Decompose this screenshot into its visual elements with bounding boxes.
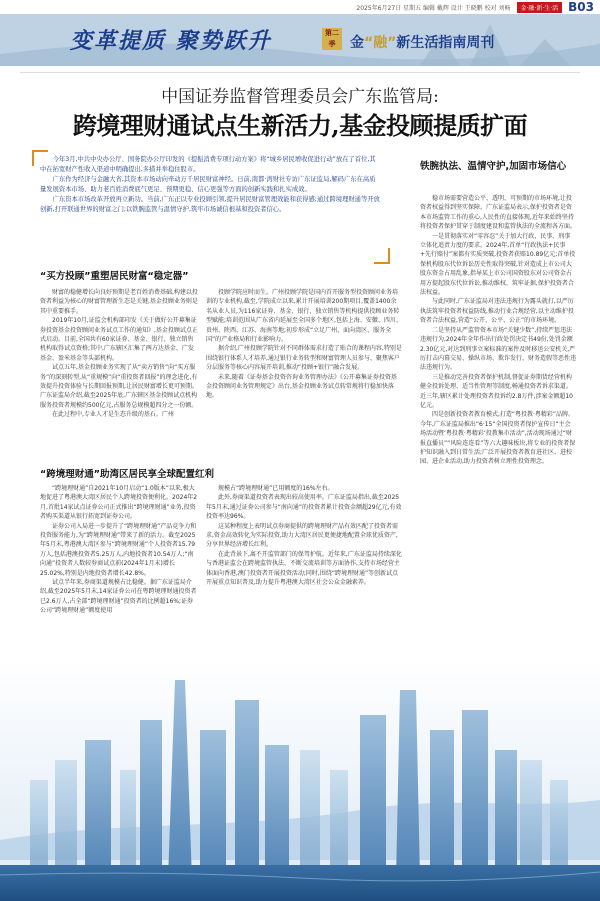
right-column-body bbox=[420, 194, 576, 664]
body-paragraph: 三是推动完善投资者保护机制,督促证券期货经营机构健全投诉处理、适当性管理等制度,畅通投资者诉求渠道。近三年,辖区累计处理投资者投诉约2.8万件,涉案金额超10亿元。 bbox=[420, 373, 573, 409]
section-tag: 金·融·新·生·活 bbox=[517, 2, 563, 13]
section2-column-2 bbox=[206, 484, 402, 660]
lead-paragraph: 广东作为经济与金融大省,其资本市场动向牵动万千居民财富神经。日前,南都·湾财社专访广东证监局,解码广东在高质量发展资本市场、助力老百姓消费底气更足、预期更稳、信心更强等方面的创新实践和扎实成效。 bbox=[40, 176, 376, 193]
body-paragraph: 证券公司入局进一步提升了“跨境理财通”产品竞争力和投资服务能力,为“跨境理财通”带来了新的活力。截至2025年5月末,粤港澳大湾区参与“跨境理财通”个人投资者15.79万人,包括港澳投资者5.25万人,内地投资者10.54万人;“南向通”投资者人数较券商试点前(2024年1月末)增长25.02%,特别是内地投资者增长42.8%。 bbox=[40, 522, 197, 577]
city-skyline-illustration bbox=[0, 660, 600, 901]
body-paragraph: 与此同时,广东证监局对违法违规行为露头就打,以严厉执法筑牢投资者权益防线,推动行业合规经营,以主动维护投资者合法权益,营造“公开、公平、公正”的市场环境。 bbox=[420, 298, 574, 325]
section-title-investment-advisory: “买方投顾”重塑居民财富“稳定器” bbox=[40, 271, 189, 282]
section2-column-1 bbox=[40, 484, 198, 660]
article-lead bbox=[40, 155, 380, 257]
lead-paragraph: 广东资本市场改革开放再立新功。当前,广东正以专业投顾引领,提升居民财富管理效能和获得感;通过跨境理财通等开放创新,打开联通世界的财富之门;以铁腕监管与温情守护,筑牢市场诚信根基和投资者信心。 bbox=[40, 196, 380, 213]
banner-slogan: 变革提质 聚势跃升 bbox=[70, 28, 272, 54]
body-paragraph: 试点半年来,券商渠道规模占比稳健。据广东证监局介绍,截至2025年5月末,14家证券公司在粤跨境理财通投资者已2.6万人,占全部“跨境理财通”投资者的比例超16%;证券公司“跨境理财通”额度使用 bbox=[40, 579, 197, 615]
body-paragraph: 在此背景下,离不开监管部门的保驾护航。近年来,广东证监局持续深化与香港证监会在跨境监管执法、不断交流培训等方面协作,支持市场经营主体面向香港,澳门投资者开展投资活动;同时,围绕“跨境理财通”等创新试点开展重点知识普及,助力提升粤港澳大湾区社会公众金融素养。 bbox=[206, 550, 402, 587]
body-paragraph: 财富的稳健增长向良好预期是老百姓消费基础,构建以投资者利益为核心的财富管理新生态是关键,基金投顾业务则是其中重要推手。 bbox=[40, 289, 198, 315]
section-title-cross-border: “跨境理财通”助湾区居民享全球配置红利 bbox=[40, 469, 214, 480]
body-paragraph: 2019年10月,证监会机构部印发《关于做好公开募集证券投资基金投资顾问业务试点工作的通知》,基金投顾试点正式启动。目前,全国共有60家证券、基金、银行、独立销售机构取得试点资格;其中,广东辖区汇集了两方达基金、广发基金、盈米基金等头部机构。 bbox=[40, 317, 198, 362]
section-banner bbox=[0, 14, 600, 66]
banner-column-title: 金“融”新生活指南周刊 bbox=[350, 35, 495, 51]
page-header bbox=[0, 0, 600, 14]
body-paragraph: “跨境理财通”自2021年10月启动“1.0版本”以来,极大地促进了粤港澳大湾区居民个人跨境投资便利化。2024年2月,首批14家试点证券公司正式推出“跨境理财通”业务,投资者购买渠道从银行拓宽到证券公司。 bbox=[40, 485, 198, 521]
header-meta: 2025年6月27日 星期五 编辑 戴辉 设计 王晓鹏 校对 刘畅 bbox=[356, 4, 511, 12]
body-paragraph: 规模占“跨境理财通”已用额度的16%左右。 bbox=[218, 485, 334, 492]
body-paragraph: 在此过程中,专业人才是生态升级的基石。广州 bbox=[52, 411, 174, 419]
body-paragraph: 未来,随着《证券基金投资咨询业务管理办法》《公开募集证券投资基金投资顾问业务管理规定》出台,基金投顾业务试点转常规将行稳加快落地。 bbox=[206, 373, 397, 400]
page-number: B03 bbox=[568, 0, 594, 14]
section1-column-1 bbox=[40, 288, 198, 456]
divider bbox=[20, 72, 580, 73]
body-paragraph: 稳市场需要营造公平、透明、可预期的市场环境,让投资者权益得到坚实保障。广东证监局表示,保护投资者是资本市场监管工作的重心,人民性的直接体现,近年来始终坚持将投资者保护贯穿于制度建设和监管执法的全流程各方面。 bbox=[420, 195, 576, 231]
body-paragraph: 一是贯彻落实对“零容忍”关于加大行政、民事、刑事立体化追责力度的要求。2024年,首单“行政执法+民事+先行赔付”案都有实质突破,投资者获赔10.89亿元;首单投保机构股东代位诉讼历史性取得突破,针对造成上市公司大股东资金占用乱象,指导某上市公司国资股东对公司资金占用方提起股东代位诉讼,推动维权、筑牢证据,保护投资者合法权益。 bbox=[420, 232, 576, 297]
section1-column-2 bbox=[206, 288, 402, 456]
body-paragraph: 此外,券商渠道投资者表现出较高使用率。广东证监局指出,截至2025年5月末,通过证券公司参与“南向通”的投资者累计投资金额超29亿元,有效投资率达96%。 bbox=[206, 494, 402, 521]
body-paragraph: 这某种程度上表明试点券商提供的跨境理财产品有效匹配了投资者需求,资金高效转化为实际投资,助力大湾区居民更便捷地配置全球优质资产,分享世界经济增长红利。 bbox=[206, 522, 399, 549]
body-paragraph: 四是创新投资者教育模式,打造“粤投教·粤精彩”品牌。今年,广东证监局推出“6·15”全国投资者保护宣传日“主会场活动暨‘粤投教·粤精彩’投教集市活动”,活动现场通过“财报直播员”“风险连连看”等六大趣味板块,将专业的投资者保护知识融入到日常生活;广泛开展投资者教育进社区、进校园、进企业活动,助力投资者树立理性投资理念。 bbox=[420, 411, 576, 466]
skyline-image bbox=[0, 660, 600, 901]
lead-paragraph: 今年3月,中共中央办公厅、国务院办公厅印发的《提振消费专项行动方案》将“城乡居民增收促进行动”放在了首位,其中在拓宽财产性收入渠道中明确提出,多措并举稳住股市。 bbox=[40, 156, 376, 173]
article-headline: 跨境理财通试点生新活力,基金投顾提质扩面 bbox=[72, 111, 528, 140]
body-paragraph: 投顾学院应时而生。广州投顾学院是国内首开服务型投资顾问业务培训的专业机构,截至,学院成立以来,累计开展培训200期项目,覆盖1400余名从业人员,为116家证券、基金、银行、独立销售等机构提供投顾业务转型赋能;培训范围从广东省内延展至全国多个地区,包括上海、安徽、四川、贵州、陕西、江苏、海南等地;初步形成“立足广州、面向湾区、服务全国”的产业格局和行业影响力。 bbox=[206, 289, 402, 344]
body-paragraph: 试点五年,基金投顾业务实现了从“卖方销售”向“买方服务”的深刻转型,从“重规模”向“重投资者回报”的理念进化,有效提升投资体验与长期回报预期,让居民财富增长更可预期。广东证监局介绍,截至2025年底,广东辖区基金投顾试点机构服务投资者规模约500亿元,占服务总规模超四分之一份额。 bbox=[40, 364, 198, 409]
section-title-right: 铁腕执法、温情守护,加固市场信心 bbox=[420, 161, 567, 172]
article-kicker: 中国证券监督管理委员会广东监管局: bbox=[161, 87, 439, 107]
body-paragraph: 据介绍,广州投顾学院针对不同群体需求打造了贴合的课程内容,特别是围绕银行体系人才培养,通过银行业务转型和财富管理人员参与、聚焦客户分层服务等核心内容展开培训,推动“投顾+银行”融合发展。 bbox=[206, 345, 402, 372]
lead-corner-mark bbox=[374, 248, 390, 264]
body-paragraph: 二是坚持从严监管资本市场“关键少数”,持续严惩违法违规行为,2024年全年作出行政处罚决定书49份,处罚金额2.30亿元,对达到刑事立案标准的案件及时移送公安机关,严厉打击内幕交易、操纵市场、欺诈发行、财务造假等恶性违法违规行为。 bbox=[420, 326, 576, 372]
banner-seal: 第二季 bbox=[322, 28, 342, 50]
